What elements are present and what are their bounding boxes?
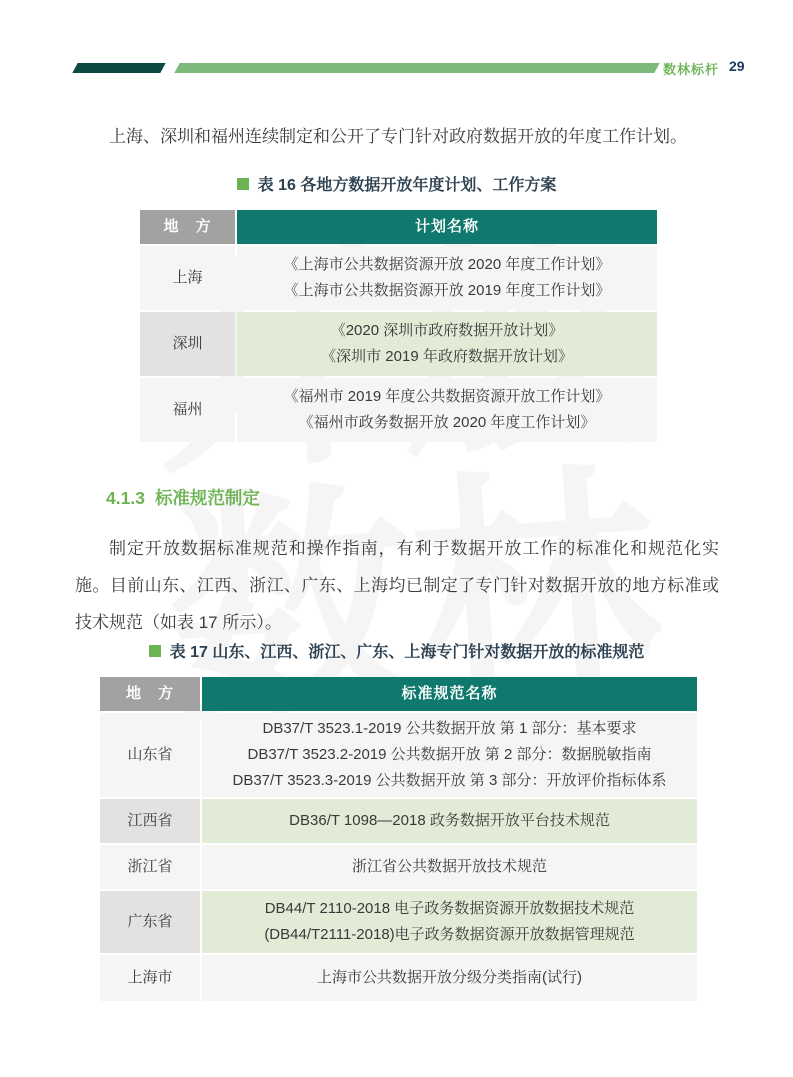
table16-caption (0, 172, 793, 195)
plan-line: 《福州市 2019 年度公共数据资源开放工作计划》 (283, 388, 611, 405)
section-title: 标准规范制定 (154, 488, 260, 508)
place-cell: 深圳 (140, 312, 235, 376)
table16-header-place: 地 方 (140, 210, 235, 244)
table17-header-row (100, 677, 697, 711)
table16-header-row (140, 210, 657, 244)
intro-paragraph: 上海、深圳和福州连续制定和公开了专门针对政府数据开放的年度工作计划。 (109, 127, 687, 146)
table17 (100, 677, 697, 1003)
body-paragraph: 制定开放数据标准规范和操作指南，有利于数据开放工作的标准化和规范化实施。目前山东、江西、浙江、广东、上海均已制定了专门针对数据开放的地方标准或技术规范（如表 17 所示）。 (75, 539, 719, 632)
table-row (140, 378, 657, 442)
section-number: 4.1.3 (106, 488, 145, 508)
table17-title: 表 17 山东、江西、浙江、广东、上海专门针对数据开放的标准规范 (169, 644, 645, 661)
plan-line: 《深圳市 2019 年政府数据开放计划》 (321, 348, 573, 365)
standard-line: DB37/T 3523.1-2019 公共数据开放 第 1 部分：基本要求 (262, 720, 637, 737)
brand-label: 数林标杆 (663, 62, 720, 77)
plan-line: 《2020 深圳市政府数据开放计划》 (330, 322, 564, 339)
table-row (100, 891, 697, 953)
standard-cell (202, 845, 697, 889)
standard-line: DB36/T 1098—2018 政务数据开放平台技术规范 (289, 812, 610, 829)
standard-cell (202, 891, 697, 953)
standard-line: DB44/T 2110-2018 电子政务数据资源开放数据技术规范 (264, 900, 635, 917)
table16-title: 表 16 各地方数据开放年度计划、工作方案 (257, 177, 557, 194)
standard-line: 上海市公共数据开放分级分类指南(试行) (317, 969, 582, 986)
standard-line: (DB44/T2111-2018)电子政务数据资源开放数据管理规范 (264, 926, 635, 943)
table16-header-name: 计划名称 (237, 210, 657, 244)
table17-caption (0, 639, 793, 662)
header-dark-bar (72, 63, 165, 73)
standard-cell (202, 955, 697, 1001)
table-row (140, 312, 657, 376)
standard-cell (202, 799, 697, 843)
table-bullet-icon (149, 645, 161, 657)
place-cell: 江西省 (100, 799, 200, 843)
place-cell: 上海 (140, 246, 235, 310)
table-row (100, 845, 697, 889)
table-row (100, 799, 697, 843)
table-row (140, 246, 657, 310)
table-bullet-icon (237, 178, 249, 190)
table-row (100, 713, 697, 797)
place-cell: 广东省 (100, 891, 200, 953)
table-row (100, 955, 697, 1001)
table17-header-place: 地 方 (100, 677, 200, 711)
standard-line: DB37/T 3523.3-2019 公共数据开放 第 3 部分：开放评价指标体系 (232, 772, 667, 789)
plan-line: 《福州市政务数据开放 2020 年度工作计划》 (298, 414, 596, 431)
header-green-bar (174, 63, 659, 73)
section-heading (106, 485, 260, 510)
plan-cell (237, 378, 657, 442)
plan-cell (237, 312, 657, 376)
page-header (0, 58, 793, 77)
place-cell: 浙江省 (100, 845, 200, 889)
place-cell: 福州 (140, 378, 235, 442)
standard-line: 浙江省公共数据开放技术规范 (351, 858, 547, 875)
plan-line: 《上海市公共数据资源开放 2020 年度工作计划》 (283, 256, 611, 273)
place-cell: 山东省 (100, 713, 200, 797)
standard-line: DB37/T 3523.2-2019 公共数据开放 第 2 部分：数据脱敏指南 (247, 746, 652, 763)
plan-line: 《上海市公共数据资源开放 2019 年度工作计划》 (283, 282, 611, 299)
place-cell: 上海市 (100, 955, 200, 1001)
plan-cell (237, 246, 657, 310)
page-number: 29 (729, 58, 745, 74)
table17-header-name: 标准规范名称 (202, 677, 697, 711)
standard-cell (202, 713, 697, 797)
table16 (140, 210, 657, 444)
